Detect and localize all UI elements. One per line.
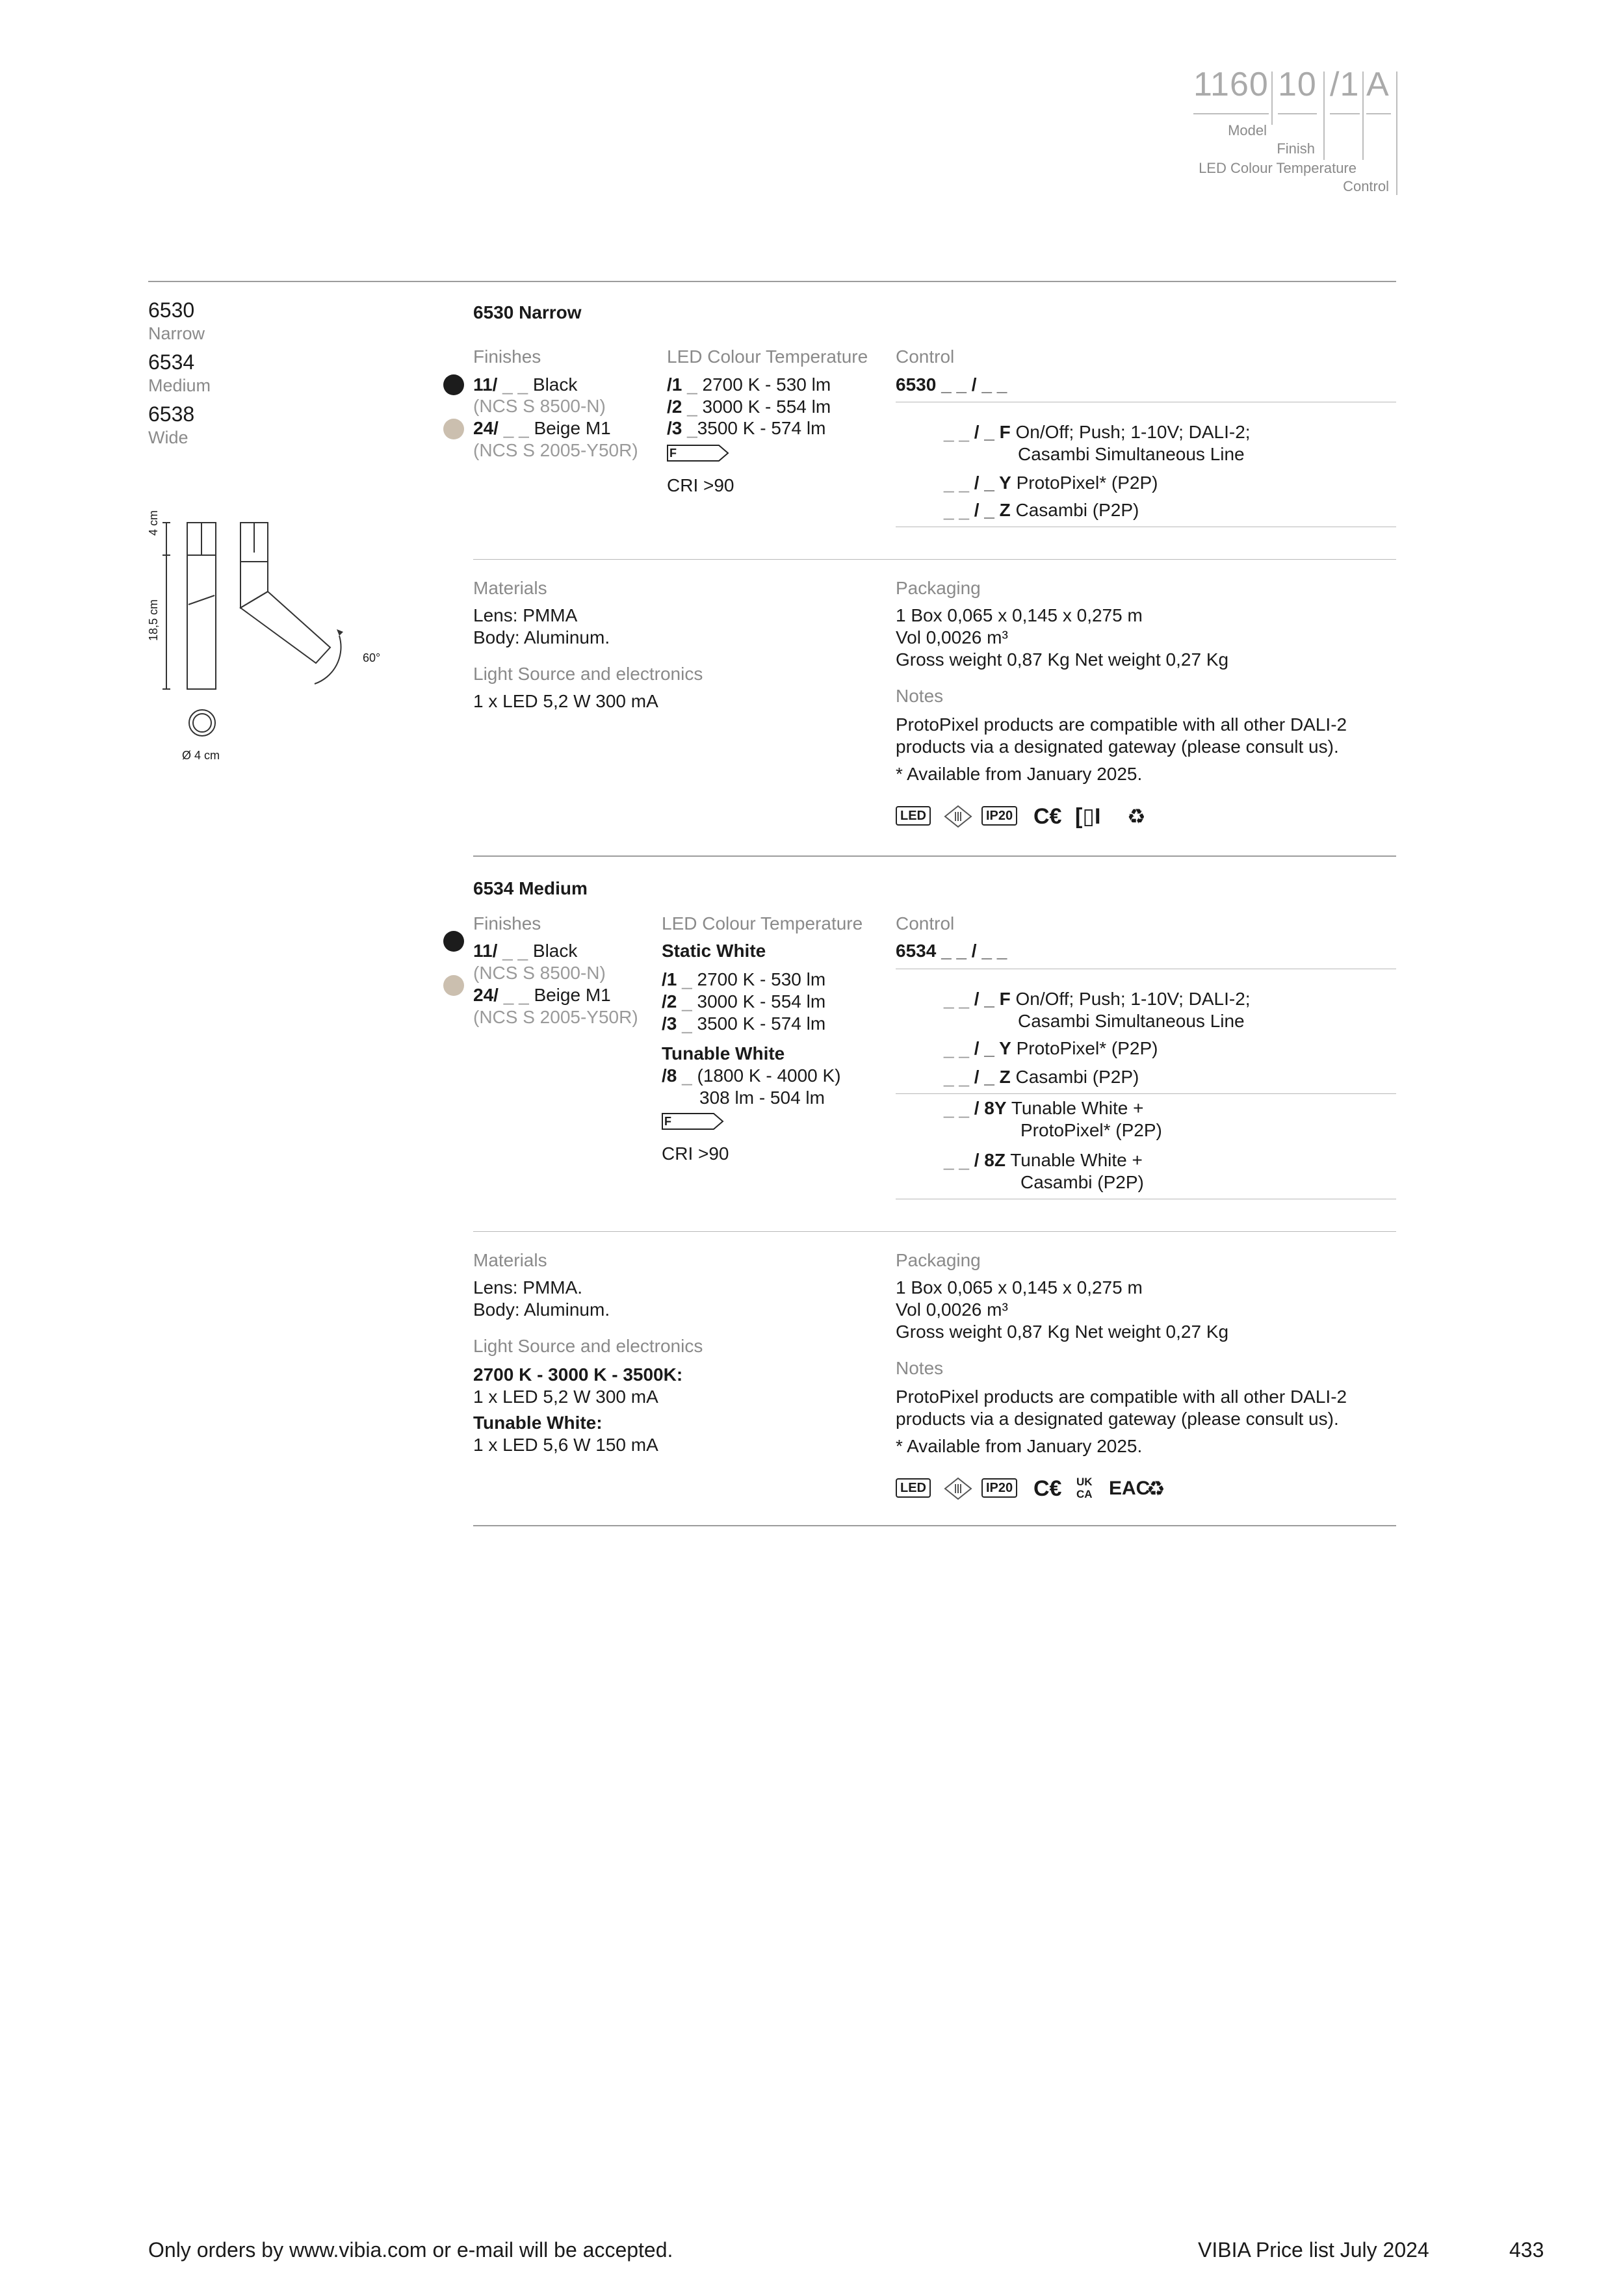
section-end-rule xyxy=(473,855,1396,857)
notes-line: products via a designated gateway (please consult us). xyxy=(896,1409,1339,1429)
control-row: _ _ / _ Y ProtoPixel* (P2P) xyxy=(944,473,1158,493)
light-label: Light Source and electronics xyxy=(473,664,703,684)
variant-name: Narrow xyxy=(148,324,205,343)
ukca-mark-icon: UK CA xyxy=(1076,1476,1093,1500)
finish-ncs: (NCS S 8500-N) xyxy=(473,963,606,983)
variant-code: 6534 xyxy=(148,350,195,374)
ip-badge: IP20 xyxy=(981,806,1017,826)
control-row-cont: ProtoPixel* (P2P) xyxy=(1020,1120,1162,1140)
light-static: 1 x LED 5,2 W 300 mA xyxy=(473,1387,658,1407)
control-row: _ _ / _ Z Casambi (P2P) xyxy=(944,500,1139,520)
light-label: Light Source and electronics xyxy=(473,1336,703,1356)
ce-mark-icon: C€ xyxy=(1033,1476,1062,1501)
key-underline xyxy=(1366,113,1391,114)
product-dimension-drawing xyxy=(147,514,394,774)
eac-mark-icon: EAC xyxy=(1109,1478,1150,1499)
finish-swatch-beige xyxy=(443,975,464,996)
variant-code: 6538 xyxy=(148,402,195,426)
class-iii-icon xyxy=(944,805,972,828)
materials-line: Body: Aluminum. xyxy=(473,1299,610,1320)
finish-ncs: (NCS S 2005-Y50R) xyxy=(473,1007,638,1027)
ce-mark-icon: C€ xyxy=(1033,804,1062,829)
led-label: LED Colour Temperature xyxy=(667,346,868,367)
control-label: Control xyxy=(896,913,955,933)
materials-label: Materials xyxy=(473,578,547,598)
section-title: 6534 Medium xyxy=(473,878,588,898)
dim-diameter: Ø 4 cm xyxy=(182,749,220,762)
led-row: /3 _3500 K - 574 lm xyxy=(667,418,826,438)
notes-line: products via a designated gateway (please consult us). xyxy=(896,737,1339,757)
packaging-line: 1 Box 0,065 x 0,145 x 0,275 m xyxy=(896,1277,1143,1298)
recycle-icon: ♻ xyxy=(1127,805,1146,828)
tunable-row: /8 _ (1800 K - 4000 K) xyxy=(662,1065,841,1086)
ip-badge: IP20 xyxy=(981,1478,1017,1498)
key-label-model: Model xyxy=(1228,122,1267,138)
key-label-finish: Finish xyxy=(1277,140,1315,157)
led-badge: LED xyxy=(896,1478,931,1498)
section-rule xyxy=(473,559,1396,560)
control-row: _ _ / _ F On/Off; Push; 1-10V; DALI-2; xyxy=(944,989,1251,1009)
dim-height-top: 4 cm xyxy=(147,510,160,536)
packaging-line: Gross weight 0,87 Kg Net weight 0,27 Kg xyxy=(896,649,1229,670)
control-row-cont: Casambi Simultaneous Line xyxy=(1018,1011,1245,1031)
packaging-line: 1 Box 0,065 x 0,145 x 0,275 m xyxy=(896,605,1143,625)
class-iii-icon xyxy=(944,1477,972,1500)
led-row: /3 _ 3500 K - 574 lm xyxy=(662,1013,826,1034)
page-number: 433 xyxy=(1509,2238,1544,2262)
packaging-line: Vol 0,0026 m³ xyxy=(896,627,1008,647)
finish-row: 11/ _ _ Black xyxy=(473,374,578,395)
led-row: /2 _ 3000 K - 554 lm xyxy=(662,991,826,1011)
key-divider xyxy=(1323,72,1325,160)
light-static-label: 2700 K - 3000 K - 3500K: xyxy=(473,1364,683,1385)
control-label: Control xyxy=(896,346,955,367)
light-tunable: 1 x LED 5,6 W 150 mA xyxy=(473,1435,658,1455)
notes-line: * Available from January 2025. xyxy=(896,764,1143,784)
control-code: 6534 _ _ / _ _ xyxy=(896,941,1007,961)
variant-code: 6530 xyxy=(148,298,195,322)
key-model-code: 1160 xyxy=(1193,66,1269,103)
light-tunable-label: Tunable White: xyxy=(473,1413,603,1433)
dim-height-body: 18,5 cm xyxy=(147,599,160,641)
control-row-cont: Casambi (P2P) xyxy=(1020,1172,1144,1192)
notes-line: ProtoPixel products are compatible with all other DALI-2 xyxy=(896,1387,1347,1407)
led-badge: LED xyxy=(896,806,931,826)
key-led-code: /1 xyxy=(1330,66,1360,103)
finish-row: 24/ _ _ Beige M1 xyxy=(473,418,611,438)
finishes-label: Finishes xyxy=(473,913,541,933)
energy-class: F xyxy=(669,447,677,460)
key-divider xyxy=(1362,72,1364,160)
led-row: /1 _ 2700 K - 530 lm xyxy=(662,969,826,989)
key-divider xyxy=(1271,72,1273,125)
section-end-rule xyxy=(473,1525,1396,1526)
key-control-code: A xyxy=(1366,66,1390,103)
led-row: /2 _ 3000 K - 554 lm xyxy=(667,397,831,417)
control-row: _ _ / _ Z Casambi (P2P) xyxy=(944,1067,1139,1087)
dim-angle: 60° xyxy=(363,651,381,664)
finish-swatch-beige xyxy=(443,419,464,439)
notes-line: * Available from January 2025. xyxy=(896,1436,1143,1456)
control-rule xyxy=(896,1093,1396,1094)
control-row: _ _ / _ Y ProtoPixel* (P2P) xyxy=(944,1038,1158,1058)
materials-label: Materials xyxy=(473,1250,547,1270)
angle-arrow-icon xyxy=(337,629,343,636)
key-label-led: LED Colour Temperature xyxy=(1199,160,1357,176)
finish-ncs: (NCS S 8500-N) xyxy=(473,396,606,416)
finish-row: 24/ _ _ Beige M1 xyxy=(473,985,611,1005)
key-underline xyxy=(1330,113,1360,114)
finish-ncs: (NCS S 2005-Y50R) xyxy=(473,440,638,460)
key-underline xyxy=(1193,113,1269,114)
energy-class: F xyxy=(664,1115,671,1128)
footer-note: Only orders by www.vibia.com or e-mail will be accepted. xyxy=(148,2238,673,2262)
tunable-lm: 308 lm - 504 lm xyxy=(699,1088,825,1108)
materials-line: Lens: PMMA xyxy=(473,605,578,625)
top-rule xyxy=(148,281,1396,282)
finishes-label: Finishes xyxy=(473,346,541,367)
footer-brand: VIBIA Price list July 2024 xyxy=(1198,2238,1429,2262)
light-line: 1 x LED 5,2 W 300 mA xyxy=(473,691,658,711)
packaging-label: Packaging xyxy=(896,578,981,598)
key-divider xyxy=(1396,72,1397,195)
tunable-white-label: Tunable White xyxy=(662,1043,785,1063)
led-label: LED Colour Temperature xyxy=(662,913,863,933)
ukca-mark-icon: [▯I xyxy=(1075,804,1101,829)
cri: CRI >90 xyxy=(662,1143,729,1164)
cri: CRI >90 xyxy=(667,475,734,495)
control-row: _ _ / _ F On/Off; Push; 1-10V; DALI-2; xyxy=(944,422,1251,442)
control-row: _ _ / 8Z Tunable White + xyxy=(944,1150,1143,1170)
control-code: 6530 _ _ / _ _ xyxy=(896,374,1007,395)
variant-name: Medium xyxy=(148,376,211,395)
notes-label: Notes xyxy=(896,686,944,706)
key-finish-code: 10 xyxy=(1278,66,1317,103)
packaging-line: Gross weight 0,87 Kg Net weight 0,27 Kg xyxy=(896,1322,1229,1342)
key-underline xyxy=(1278,113,1317,114)
section-title: 6530 Narrow xyxy=(473,302,582,322)
materials-line: Lens: PMMA. xyxy=(473,1277,583,1298)
variant-name: Wide xyxy=(148,428,188,447)
recycle-icon: ♻ xyxy=(1147,1477,1165,1500)
control-row: _ _ / 8Y Tunable White + xyxy=(944,1098,1144,1118)
finish-swatch-black xyxy=(443,374,464,395)
key-label-control: Control xyxy=(1343,178,1389,194)
finish-swatch-black xyxy=(443,931,464,952)
notes-label: Notes xyxy=(896,1358,944,1378)
packaging-label: Packaging xyxy=(896,1250,981,1270)
packaging-line: Vol 0,0026 m³ xyxy=(896,1299,1008,1320)
notes-line: ProtoPixel products are compatible with all other DALI-2 xyxy=(896,714,1347,735)
control-row-cont: Casambi Simultaneous Line xyxy=(1018,444,1245,464)
materials-line: Body: Aluminum. xyxy=(473,627,610,647)
finish-row: 11/ _ _ Black xyxy=(473,941,578,961)
section-rule xyxy=(473,1231,1396,1232)
static-white-label: Static White xyxy=(662,941,766,961)
led-row: /1 _ 2700 K - 530 lm xyxy=(667,374,831,395)
